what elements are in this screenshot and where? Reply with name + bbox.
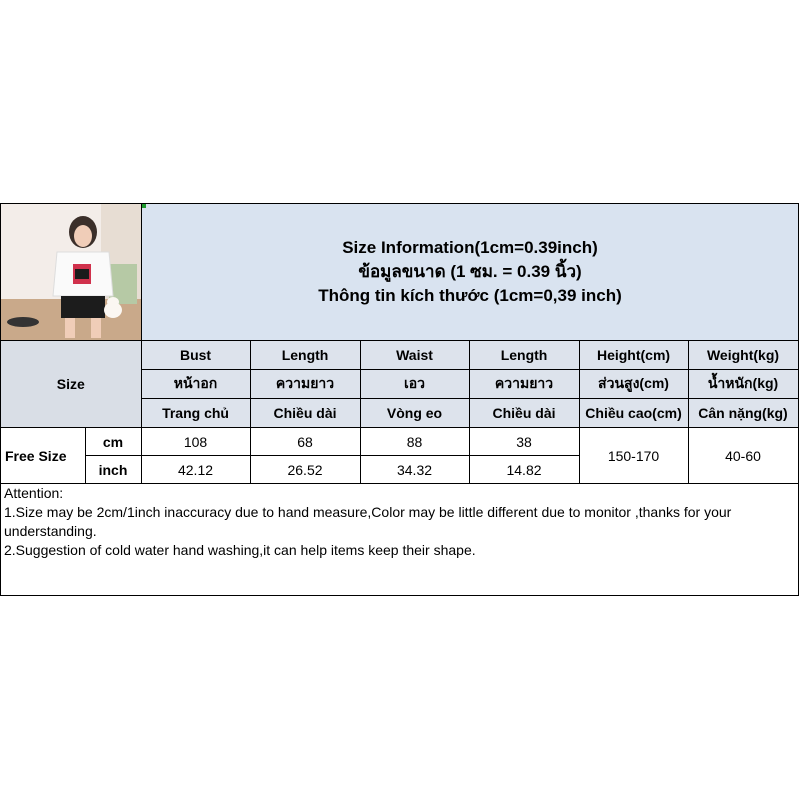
column-header: Length (250, 341, 360, 370)
column-header-vi: Trang chủ (141, 399, 250, 428)
column-header-vi: Chiều dài (469, 399, 579, 428)
header-line-th: ข้อมูลขนาด (1 ซม. = 0.39 นิ้ว) (358, 262, 582, 281)
column-header: Bust (141, 341, 250, 370)
column-header-vi: Chiều dài (250, 399, 360, 428)
table-cell: 34.32 (360, 456, 469, 484)
weight-range-cell: 40-60 (688, 428, 798, 484)
column-header-th: ส่วนสูง(cm) (579, 370, 688, 399)
column-header: Length (469, 341, 579, 370)
column-header: Height(cm) (579, 341, 688, 370)
notes-line-1: 1.Size may be 2cm/1inch inaccuracy due to hand measure,Color may be little different due to monitor ,thanks for your understanding. (4, 504, 732, 539)
size-name-cell: Free Size (1, 428, 85, 484)
size-info-header (142, 204, 798, 340)
column-header: Waist (360, 341, 469, 370)
column-header-th: น้ำหนัก(kg) (688, 370, 798, 399)
marker-dot (142, 204, 146, 208)
header-line-vi: Thông tin kích thước (1cm=0,39 inch) (318, 286, 622, 305)
unit-inch-cell: inch (85, 456, 141, 484)
notes-title: Attention: (4, 485, 64, 501)
table-cell: 68 (250, 428, 360, 456)
table-cell: 14.82 (469, 456, 579, 484)
size-table (1, 340, 799, 484)
notes-line-2: 2.Suggestion of cold water hand washing,it can help items keep their shape. (4, 542, 476, 558)
model-photo (1, 204, 142, 340)
column-header: Weight(kg) (688, 341, 798, 370)
table-cell: 38 (469, 428, 579, 456)
column-header-vi: Chiều cao(cm) (579, 399, 688, 428)
size-chart (0, 203, 799, 596)
header-line-en: Size Information(1cm=0.39inch) (342, 238, 598, 257)
column-header-th: ความยาว (469, 370, 579, 399)
table-cell: 108 (141, 428, 250, 456)
column-header-vi: Cân nặng(kg) (688, 399, 798, 428)
height-range-cell: 150-170 (579, 428, 688, 484)
model-photo-icon (1, 204, 142, 340)
column-header-th: หน้าอก (141, 370, 250, 399)
size-label: Size (1, 341, 141, 428)
table-cell: 26.52 (250, 456, 360, 484)
column-header-th: ความยาว (250, 370, 360, 399)
column-header-vi: Vòng eo (360, 399, 469, 428)
attention-notes (1, 482, 798, 595)
table-cell: 88 (360, 428, 469, 456)
unit-cm-cell: cm (85, 428, 141, 456)
table-cell: 42.12 (141, 456, 250, 484)
column-header-th: เอว (360, 370, 469, 399)
